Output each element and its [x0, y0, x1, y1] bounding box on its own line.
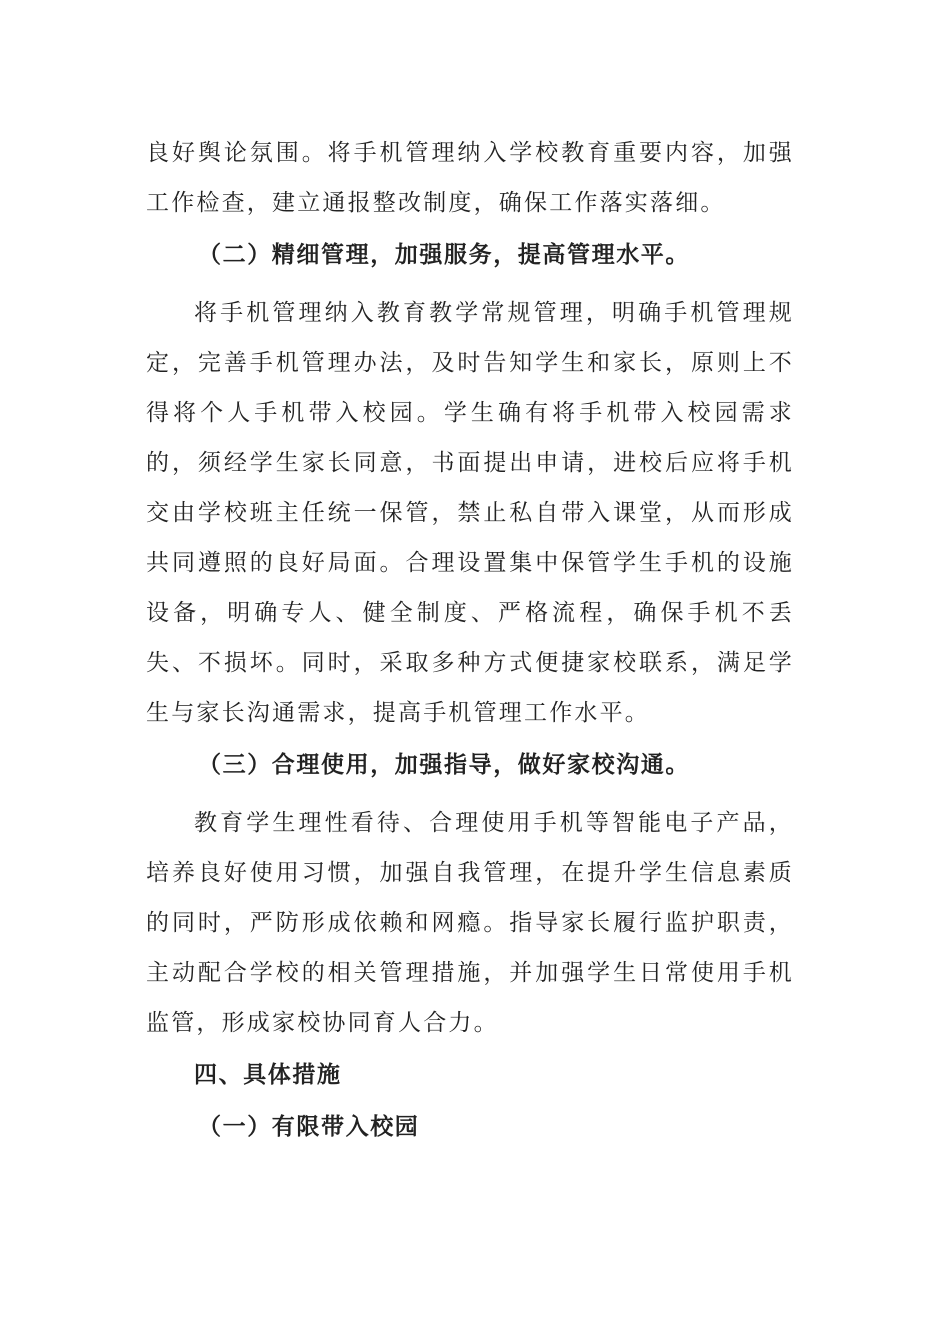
chapter-heading-4: 四、具体措施: [194, 1061, 342, 1088]
section-heading-4-1: （一）有限带入校园: [198, 1113, 420, 1140]
document-body: [146, 128, 794, 1152]
section-heading-2: （二）精细管理，加强服务，提高管理水平。: [198, 241, 690, 268]
paragraph-intro: 良好舆论氛围。将手机管理纳入学校教育重要内容，加强工作检查，建立通报整改制度，确保工作落实落细。: [146, 140, 794, 216]
paragraph-section-2: 将手机管理纳入教育教学常规管理，明确手机管理规定，完善手机管理办法，及时告知学生和家长，原则上不得将个人手机带入校园。学生确有将手机带入校园需求的，须经学生家长同意，书面提出申请，进校后应将手机交由学校班主任统一保管，禁止私自带入课堂，从而形成共同遵照的良好局面。合理设置集中保管学生手机的设施设备，明确专人、健全制度、严格流程，确保手机不丢失、不损坏。同时，采取多种方式便捷家校联系，满足学生与家长沟通需求，提高手机管理工作水平。: [146, 300, 794, 726]
section-heading-3: （三）合理使用，加强指导，做好家校沟通。: [198, 751, 690, 778]
paragraph-section-3: 教育学生理性看待、合理使用手机等智能电子产品，培养良好使用习惯，加强自我管理，在提升学生信息素质的同时，严防形成依赖和网瘾。指导家长履行监护职责，主动配合学校的相关管理措施，并加强学生日常使用手机监管，形成家校协同育人合力。: [146, 810, 794, 1036]
